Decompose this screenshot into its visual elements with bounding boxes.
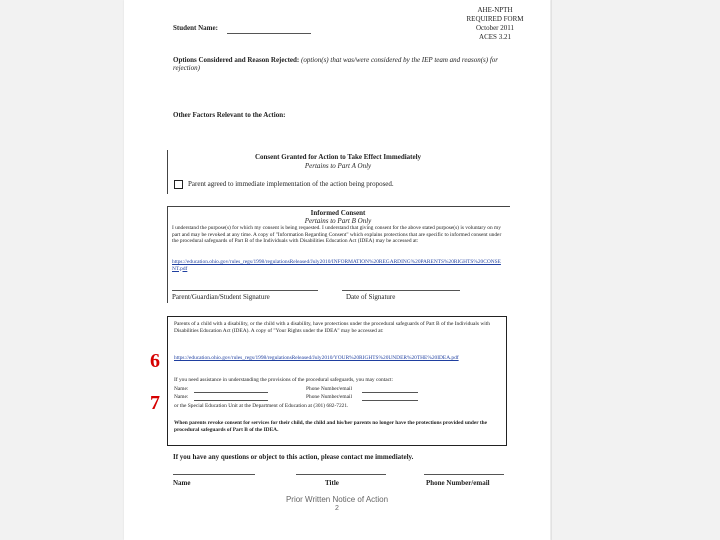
student-name-field[interactable] bbox=[227, 33, 311, 34]
contact-phone-field-2[interactable] bbox=[362, 400, 418, 401]
consent-part-a-subtitle: Pertains to Part A Only bbox=[304, 162, 372, 170]
form-code: AHE-NPTH bbox=[477, 6, 513, 14]
assistance-intro: If you need assistance in understanding the provisions of the procedural safeguards, you may contact: bbox=[174, 377, 394, 383]
form-footer-title: Prior Written Notice of Action bbox=[285, 495, 389, 504]
form-date: October 2011 bbox=[475, 24, 515, 32]
page-number: 2 bbox=[335, 505, 339, 512]
parent-signature-label: Parent/Guardian/Student Signature bbox=[172, 293, 270, 301]
other-factors-label: Other Factors Relevant to the Action: bbox=[173, 111, 286, 119]
aces-reference: ACES 3.21 bbox=[479, 33, 511, 41]
contact-name-field-2[interactable] bbox=[194, 400, 268, 401]
revoke-consent-note: When parents revoke consent for services for their child, the child and his/her parents no longer have the protections provided under the procedural safeguards of Part B of the IDEA. bbox=[174, 420, 488, 433]
footer-name-line[interactable] bbox=[173, 474, 255, 475]
footer-phone-line[interactable] bbox=[424, 474, 504, 475]
contact-name-label-2: Name: bbox=[174, 394, 189, 400]
document-page bbox=[124, 0, 550, 540]
contact-phone-label-1: Phone Number/email bbox=[306, 386, 352, 392]
contact-name-label-1: Name: bbox=[174, 386, 189, 392]
signature-date-label: Date of Signature bbox=[346, 293, 396, 301]
student-name-label: Student Name: bbox=[173, 24, 218, 32]
contact-questions-note: If you have any questions or object to this action, please contact me immediately. bbox=[173, 453, 414, 461]
safeguards-paragraph: Parents of a child with a disability, or the child with a disability, have protections under the procedural safeguards of Part B of the Individuals with Disabilities Education Act (IDEA). A copy of "Your Rights under the IDEA" may be accessed at: bbox=[174, 321, 490, 334]
special-education-unit-line: or the Special Education Unit at the Department of Education at (301) 682-7221. bbox=[174, 403, 349, 409]
footer-title-label: Title bbox=[325, 479, 339, 487]
required-form-label: REQUIRED FORM bbox=[466, 15, 524, 23]
contact-phone-label-2: Phone Number/email bbox=[306, 394, 352, 400]
informed-consent-link[interactable]: https://education.ohio.gov/rules_regs/1998/regulationsReleased/July2010/INFORMATION%20REGARDING%20PARENTS%20RIGHTS%20CONSENT.pdf bbox=[172, 259, 501, 272]
informed-consent-body: I understand the purpose(s) for which my consent is being requested. I understand that giving consent for the above stated purpose(s) is voluntary on my part and may be revoked at any time. A copy of "Information Regarding Consent" which explains protections that are specific to informed consent under the procedural safeguards of Part B of the Individuals with Disabilities Education Act (IDEA) may be accessed at: bbox=[172, 225, 502, 245]
contact-name-field-1[interactable] bbox=[194, 392, 268, 393]
informed-consent-title: Informed Consent bbox=[310, 209, 366, 217]
parent-signature-line[interactable] bbox=[172, 290, 318, 291]
footer-phone-label: Phone Number/email bbox=[426, 479, 490, 487]
immediate-implementation-checkbox[interactable] bbox=[174, 180, 183, 189]
right-side-panel bbox=[551, 0, 720, 540]
footer-title-line[interactable] bbox=[296, 474, 386, 475]
signature-date-line[interactable] bbox=[342, 290, 460, 291]
consent-part-a-title: Consent Granted for Action to Take Effect Immediately bbox=[254, 153, 422, 161]
contact-phone-field-1[interactable] bbox=[362, 392, 418, 393]
side-number-6: 6 bbox=[150, 350, 160, 372]
side-number-7: 7 bbox=[150, 392, 160, 414]
options-considered-section bbox=[173, 56, 503, 72]
options-considered-label: Options Considered and Reason Rejected: bbox=[173, 56, 300, 64]
safeguards-link[interactable]: https://education.ohio.gov/rules_regs/1998/regulationsReleased/July2010/YOUR%20RIGHTS%20UNDER%20THE%20IDEA.pdf bbox=[174, 355, 459, 361]
options-considered-desc: (option(s) that was/were considered by the IEP team and reason(s) for rejection) bbox=[173, 56, 499, 72]
immediate-implementation-label: Parent agreed to immediate implementation of the action being proposed. bbox=[188, 180, 394, 188]
footer-name-label: Name bbox=[173, 479, 191, 487]
informed-consent-subtitle: Pertains to Part B Only bbox=[304, 217, 372, 225]
